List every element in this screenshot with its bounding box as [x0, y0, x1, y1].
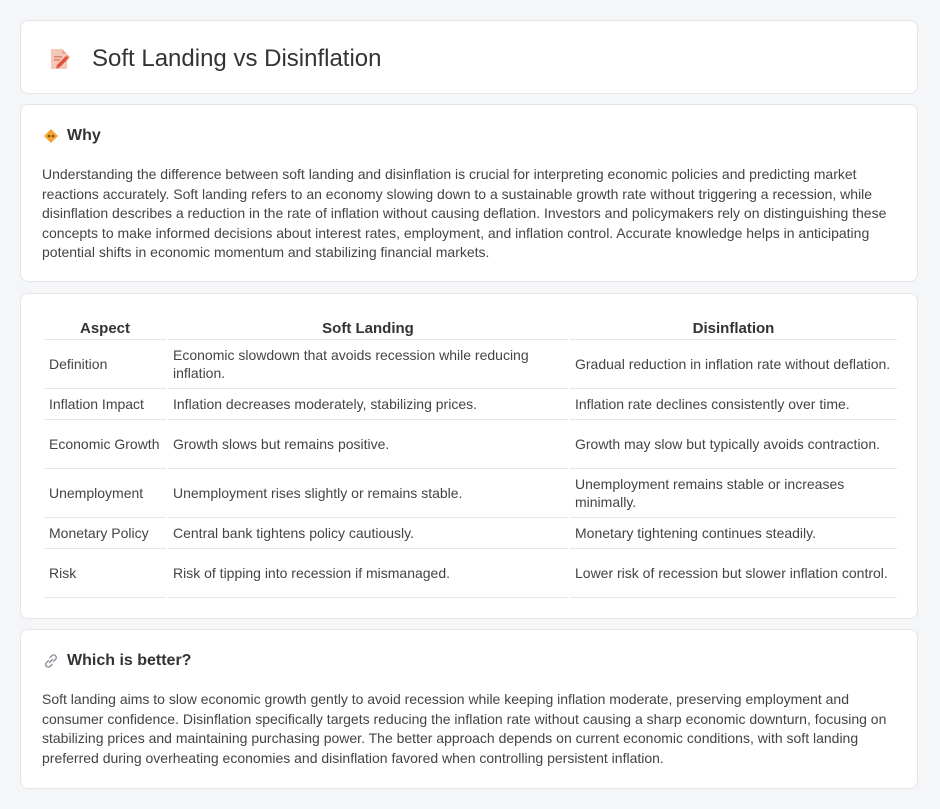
disinflation-cell: Unemployment remains stable or increases minimally. [570, 469, 897, 518]
header-disinflation: Disinflation [570, 315, 897, 340]
header-aspect: Aspect [44, 315, 166, 340]
which-is-better-section [20, 629, 918, 789]
header-soft-landing: Soft Landing [168, 315, 568, 340]
document-edit-icon [48, 48, 70, 70]
better-title: Which is better? [67, 652, 192, 669]
aspect-cell: Risk [44, 549, 166, 598]
disinflation-cell: Lower risk of recession but slower inflation control. [570, 549, 897, 598]
table-row [44, 420, 897, 469]
soft-landing-cell: Economic slowdown that avoids recession while reducing inflation. [168, 340, 568, 389]
why-section [20, 104, 918, 282]
aspect-cell: Monetary Policy [44, 518, 166, 549]
table-header-row [44, 315, 897, 340]
disinflation-cell: Inflation rate declines consistently over time. [570, 389, 897, 420]
diamond-warning-icon [43, 128, 59, 144]
disinflation-cell: Growth may slow but typically avoids contraction. [570, 420, 897, 469]
why-title: Why [67, 127, 101, 144]
table-row [44, 340, 897, 389]
soft-landing-cell: Growth slows but remains positive. [168, 420, 568, 469]
comparison-section [20, 293, 918, 619]
table-row [44, 549, 897, 598]
why-heading [43, 127, 101, 145]
why-text: Understanding the difference between soft landing and disinflation is crucial for interpreting economic policies and predicting market reactions accurately. Soft landing refers to an economy slowing down to a sustainable growth rate without triggering a recession, while disinflation describes a reduction in the rate of inflation without causing deflation. Investors and policymakers rely on distinguishing these concepts to make informed decisions about interest rates, employment, and inflation control. Accurate knowledge helps in anticipating potential shifts in economic momentum and stabilizing financial markets. [42, 166, 887, 261]
soft-landing-cell: Unemployment rises slightly or remains stable. [168, 469, 568, 518]
table-row [44, 469, 897, 518]
page-title: Soft Landing vs Disinflation [92, 45, 382, 72]
comparison-table [42, 315, 899, 598]
aspect-cell: Inflation Impact [44, 389, 166, 420]
table-row [44, 389, 897, 420]
better-text: Soft landing aims to slow economic growth gently to avoid recession while keeping inflation moderate, preserving employment and consumer confidence. Disinflation specifically targets reducing the inflation rate without causing a sharp economic downturn, focusing on stabilizing prices and maintaining purchasing power. The better approach depends on current economic conditions, with soft landing preferred during overheating economies and disinflation favored when controlling persistent inflation. [42, 691, 887, 766]
aspect-cell: Definition [44, 340, 166, 389]
soft-landing-cell: Central bank tightens policy cautiously. [168, 518, 568, 549]
aspect-cell: Economic Growth [44, 420, 166, 469]
soft-landing-cell: Risk of tipping into recession if mismanaged. [168, 549, 568, 598]
soft-landing-cell: Inflation decreases moderately, stabilizing prices. [168, 389, 568, 420]
header-card [20, 20, 918, 94]
disinflation-cell: Gradual reduction in inflation rate without deflation. [570, 340, 897, 389]
aspect-cell: Unemployment [44, 469, 166, 518]
link-icon [43, 653, 59, 669]
table-row [44, 518, 897, 549]
better-heading [43, 652, 191, 670]
disinflation-cell: Monetary tightening continues steadily. [570, 518, 897, 549]
